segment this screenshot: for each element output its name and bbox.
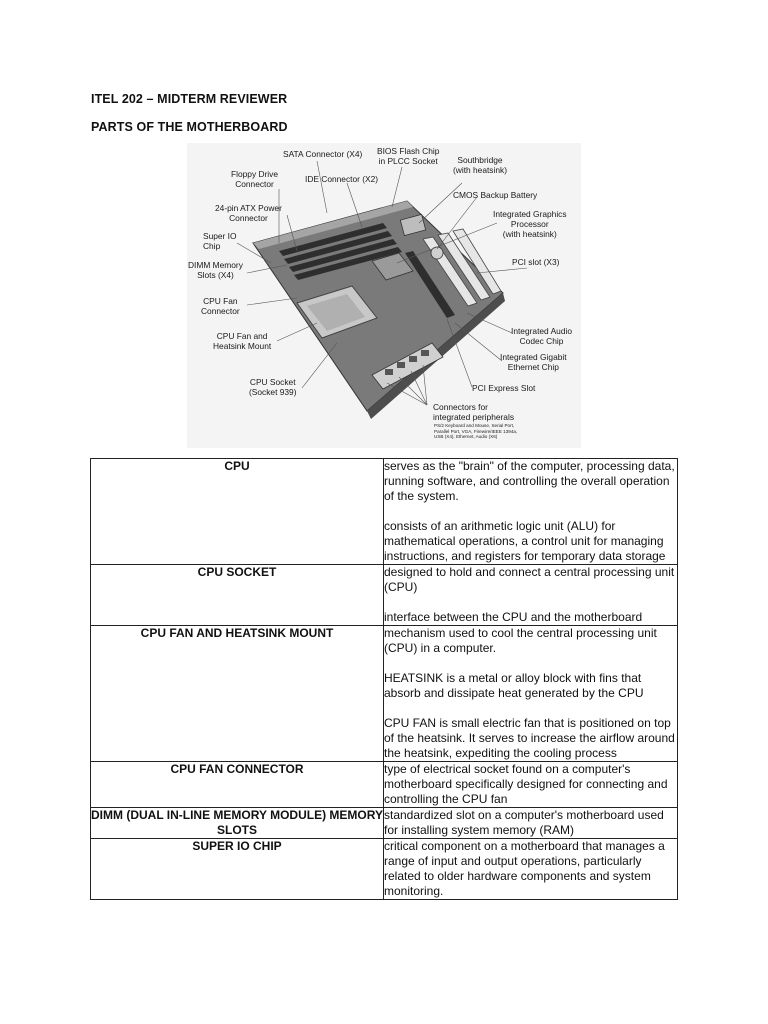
part-name: SUPER IO CHIP [91, 839, 384, 900]
description-paragraph: CPU FAN is small electric fan that is positioned on top of the heatsink. It serves to increase the airflow around the heatsink, expediting the cooling process [384, 716, 675, 760]
label-floppy-connector: Floppy Drive Connector [231, 169, 279, 189]
table-row [91, 839, 678, 900]
label-peripheral-list: PS/2 Keyboard and Mouse, Serial Port, Parallel Port, VGA, Firewire/IEEE 1394a, USB (X4), Ethernet, Audio (X6) [434, 423, 518, 439]
label-integrated-peripherals: Connectors for integrated peripherals [433, 402, 515, 422]
description-paragraph: interface between the CPU and the motherboard [384, 610, 643, 624]
label-southbridge: Southbridge (with heatsink) [453, 155, 507, 175]
table-row [91, 762, 678, 808]
part-name: CPU SOCKET [91, 565, 384, 626]
label-cmos-battery: CMOS Backup Battery [453, 190, 538, 200]
document-title: ITEL 202 – MIDTERM REVIEWER [91, 92, 288, 106]
part-name: CPU FAN CONNECTOR [91, 762, 384, 808]
part-name: DIMM (DUAL IN-LINE MEMORY MODULE) MEMORY SLOTS [91, 808, 383, 837]
label-dimm-slots: DIMM Memory Slots (X4) [188, 260, 243, 280]
description-paragraph: type of electrical socket found on a computer's motherboard specifically designed for connecting and controlling the CPU fan [384, 762, 668, 806]
motherboard-diagram [187, 143, 581, 448]
label-atx-power: 24-pin ATX Power Connector [215, 203, 282, 223]
description-paragraph: HEATSINK is a metal or alloy block with fins that absorb and dissipate heat generated by the CPU [384, 671, 644, 700]
description-paragraph: designed to hold and connect a central processing unit (CPU) [384, 565, 675, 594]
table-row [91, 565, 678, 626]
label-integrated-graphics: Integrated Graphics Processor (with heatsink) [493, 209, 567, 239]
description-paragraph: critical component on a motherboard that manages a range of input and output operations, particularly related to older hardware components and system monitoring. [384, 839, 665, 898]
table-row [91, 626, 678, 762]
label-gigabit-ethernet: Integrated Gigabit Ethernet Chip [500, 352, 567, 372]
table-row [91, 459, 678, 565]
part-description [384, 565, 678, 626]
label-bios-flash-chip: BIOS Flash Chip in PLCC Socket [377, 146, 440, 166]
label-pci-slot: PCI slot (X3) [512, 257, 560, 267]
label-sata-connector: SATA Connector (X4) [283, 149, 363, 159]
part-description [384, 808, 678, 839]
part-description [384, 626, 678, 762]
table-row [91, 808, 678, 839]
label-ide-connector: IDE Connector (X2) [305, 174, 379, 184]
label-cpu-fan-connector: CPU Fan Connector [201, 296, 240, 316]
parts-table [90, 458, 678, 900]
label-pci-express: PCI Express Slot [472, 383, 536, 393]
description-paragraph: standardized slot on a computer's motherboard used for installing system memory (RAM) [384, 808, 664, 837]
part-name: CPU [91, 459, 384, 565]
part-name: CPU FAN AND HEATSINK MOUNT [91, 626, 384, 762]
description-paragraph: serves as the "brain" of the computer, processing data, running software, and controlling the overall operation of the system. [384, 459, 675, 503]
label-cpu-fan-heatsink-mount: CPU Fan and Heatsink Mount [213, 331, 272, 351]
section-heading: PARTS OF THE MOTHERBOARD [91, 120, 288, 134]
label-audio-codec: Integrated Audio Codec Chip [511, 326, 573, 346]
part-description [384, 762, 678, 808]
label-cpu-socket: CPU Socket (Socket 939) [249, 377, 297, 397]
description-paragraph: mechanism used to cool the central processing unit (CPU) in a computer. [384, 626, 657, 655]
label-super-io: Super IO Chip [203, 231, 237, 251]
part-description [384, 839, 678, 900]
description-paragraph: consists of an arithmetic logic unit (ALU) for mathematical operations, a control unit for managing instructions, and registers for temporary data storage [384, 519, 666, 563]
part-description [384, 459, 678, 565]
